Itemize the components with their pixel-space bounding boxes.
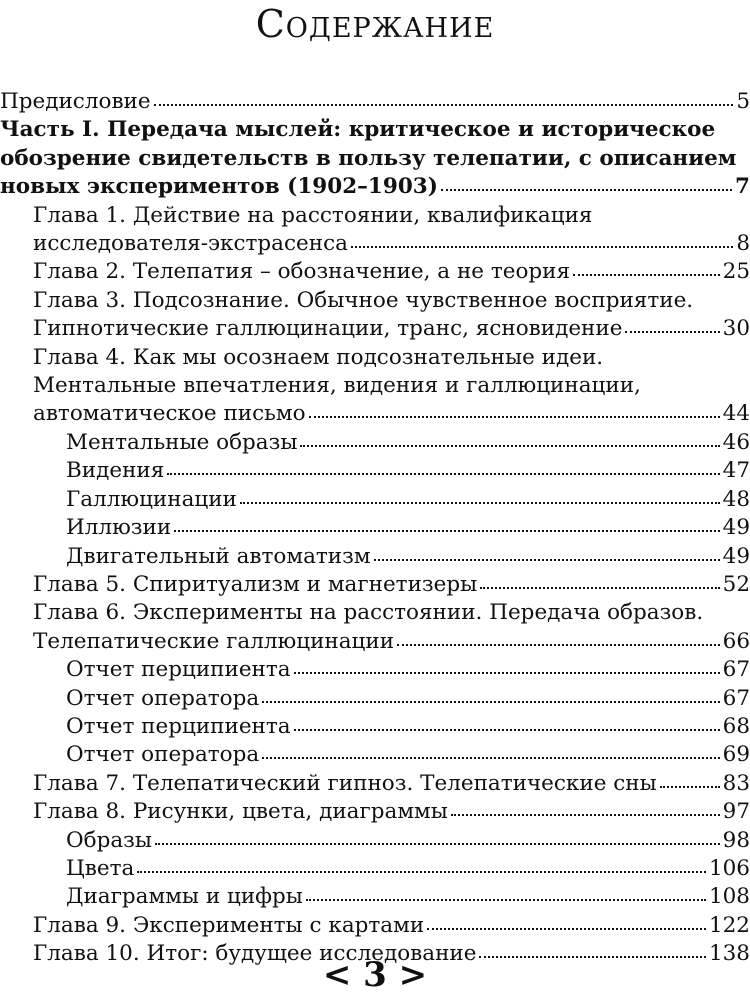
- dot-leader: [573, 274, 720, 276]
- toc-entry-text: новых экспериментов (1902–1903): [0, 174, 438, 200]
- toc-page-number: 69: [722, 742, 750, 768]
- toc-entry-line: Ментальные впечатления, видения и галлюцинации,: [33, 373, 641, 399]
- toc-entry[interactable]: [0, 344, 750, 429]
- toc-entry[interactable]: [0, 429, 750, 457]
- toc-entry[interactable]: [0, 599, 750, 656]
- dot-leader: [374, 559, 720, 561]
- toc-entry[interactable]: [0, 571, 750, 599]
- toc-entry-line: Глава 6. Эксперименты на расстоянии. Передача образов.: [33, 600, 704, 626]
- toc-entry[interactable]: [0, 741, 750, 769]
- toc-entry-last-line: [66, 514, 750, 542]
- page-title: Содержание: [255, 2, 495, 46]
- toc-entry-text: Предисловие: [0, 89, 151, 114]
- toc-entry-text: Иллюзии: [66, 515, 172, 541]
- toc-entry[interactable]: [0, 827, 750, 855]
- toc-entry-last-line: [66, 827, 750, 855]
- dot-leader: [300, 445, 719, 447]
- toc-entry-line: обозрение свидетельств в пользу телепатии, с описанием: [0, 145, 737, 171]
- toc-page-number: 66: [722, 628, 750, 654]
- toc-entry-last-line: [33, 770, 750, 798]
- toc-entry-text: Видения: [66, 458, 165, 484]
- toc-entry-last-line: [66, 685, 750, 713]
- dot-leader: [294, 672, 720, 674]
- toc-entry[interactable]: [0, 855, 750, 883]
- toc-entry-text: Глава 7. Телепатический гипноз. Телепатические сны: [33, 770, 657, 796]
- toc-entry-last-line: [33, 315, 750, 343]
- toc-entry-last-line: [66, 883, 750, 911]
- toc-entry-last-line: [66, 741, 750, 769]
- dot-leader: [167, 473, 719, 475]
- toc-entry[interactable]: [0, 770, 750, 798]
- toc-entry-last-line: [33, 571, 750, 599]
- dot-leader: [441, 189, 732, 191]
- toc-entry[interactable]: [0, 486, 750, 514]
- toc-entry[interactable]: [0, 798, 750, 826]
- toc-entry[interactable]: [0, 258, 750, 286]
- toc-entry[interactable]: [0, 912, 750, 940]
- toc-page-number: 5: [736, 89, 750, 114]
- toc-page-number: 122: [708, 912, 750, 938]
- dot-leader: [397, 644, 720, 646]
- toc-entry[interactable]: [0, 287, 750, 344]
- toc-entry-last-line: [33, 912, 750, 940]
- toc-entry-text: Телепатические галлюцинации: [33, 628, 395, 654]
- toc-entry-last-line: [0, 88, 750, 116]
- toc-entry-text: Глава 5. Спиритуализм и магнетизеры: [33, 571, 478, 597]
- toc-page-number: 52: [722, 571, 750, 597]
- toc-entry[interactable]: [0, 685, 750, 713]
- toc-page-number: 97: [722, 799, 750, 825]
- toc-entry-text: Отчет оператора: [66, 685, 260, 711]
- toc-entry-text: Отчет перципиента: [66, 657, 291, 683]
- toc-page-number: 83: [722, 770, 750, 796]
- toc-entry-text: Глава 8. Рисунки, цвета, диаграммы: [33, 799, 448, 825]
- toc-page-number: 49: [722, 543, 750, 569]
- toc-entry[interactable]: [0, 713, 750, 741]
- toc-entry-last-line: [66, 656, 750, 684]
- toc-entry-text: Глава 2. Телепатия – обозначение, а не теория: [33, 259, 571, 285]
- page-number: < 3 >: [322, 955, 428, 995]
- dot-leader: [451, 814, 720, 816]
- dot-leader: [351, 246, 733, 248]
- dot-leader: [155, 843, 720, 845]
- toc-entry-last-line: [66, 855, 750, 883]
- dot-leader: [309, 416, 720, 418]
- toc-page-number: 108: [708, 884, 750, 910]
- toc-entry-text: Образы: [66, 827, 152, 853]
- toc-entry[interactable]: [0, 116, 750, 201]
- toc-entry-text: исследователя-экстрасенса: [33, 231, 348, 257]
- dot-leader: [262, 757, 719, 759]
- toc-page-number: 46: [722, 429, 750, 455]
- dot-leader: [174, 530, 719, 532]
- toc-entry-last-line: [66, 486, 750, 514]
- toc-entry[interactable]: [0, 883, 750, 911]
- toc-entry-last-line: [66, 713, 750, 741]
- dot-leader: [294, 729, 720, 731]
- toc-entry-last-line: [66, 429, 750, 457]
- toc-entry[interactable]: [0, 543, 750, 571]
- toc-page-number: 44: [722, 401, 750, 427]
- toc-entry-text: Глава 9. Эксперименты с картами: [33, 912, 425, 938]
- toc-entry-text: Галлюцинации: [66, 486, 237, 512]
- toc-entry-last-line: [33, 400, 750, 428]
- toc-entry[interactable]: [0, 514, 750, 542]
- toc-page-number: 30: [722, 316, 750, 342]
- toc-entry-last-line: [33, 258, 750, 286]
- dot-leader: [154, 104, 734, 106]
- dot-leader: [625, 331, 719, 333]
- toc-entry[interactable]: [0, 88, 750, 116]
- toc-entry-last-line: [66, 457, 750, 485]
- toc-page-number: 47: [722, 458, 750, 484]
- toc-entry-line: Глава 3. Подсознание. Обычное чувственное восприятие.: [33, 287, 694, 313]
- toc-page-number: 68: [722, 713, 750, 739]
- toc-entry-text: Ментальные образы: [66, 429, 298, 455]
- toc-entry-line: Глава 4. Как мы осознаем подсознательные идеи.: [33, 344, 604, 370]
- dot-leader: [262, 701, 719, 703]
- toc-page-number: 98: [722, 827, 750, 853]
- toc-page-number: 8: [736, 231, 750, 257]
- toc-entry-text: Диаграммы и цифры: [66, 884, 303, 910]
- toc-entry[interactable]: [0, 457, 750, 485]
- toc-page-number: 49: [722, 515, 750, 541]
- toc-entry-text: Отчет оператора: [66, 742, 260, 768]
- dot-leader: [306, 899, 706, 901]
- toc-entry-text: Двигательный автоматизм: [66, 543, 371, 569]
- toc-entry-line: Глава 1. Действие на расстоянии, квалификация: [33, 202, 593, 228]
- toc-entry-text: Глава 10. Итог: будущее исследование: [33, 941, 477, 967]
- toc-entry-last-line: [0, 173, 750, 201]
- toc-entry[interactable]: [0, 656, 750, 684]
- toc-entry-line: Часть I. Передача мыслей: критическое и историческое: [0, 117, 716, 143]
- toc-page-number: 106: [708, 855, 750, 881]
- toc-page-number: 7: [735, 174, 750, 200]
- dot-leader: [137, 871, 706, 873]
- toc-page-number: 138: [708, 941, 750, 967]
- toc-page-number: 67: [722, 685, 750, 711]
- toc-entry-last-line: [33, 628, 750, 656]
- dot-leader: [240, 502, 720, 504]
- toc-page-number: 48: [722, 486, 750, 512]
- toc-entry-last-line: [66, 543, 750, 571]
- table-of-contents: [0, 88, 750, 969]
- toc-entry-text: Гипнотические галлюцинации, транс, ясновидение: [33, 316, 623, 342]
- toc-entry[interactable]: [0, 202, 750, 259]
- toc-page-number: 67: [722, 657, 750, 683]
- dot-leader: [660, 786, 720, 788]
- dot-leader: [427, 928, 706, 930]
- toc-entry-text: Цвета: [66, 855, 135, 881]
- toc-entry-text: Отчет перципиента: [66, 713, 291, 739]
- toc-entry-last-line: [33, 798, 750, 826]
- toc-entry-text: автоматическое письмо: [33, 401, 306, 427]
- toc-entry-last-line: [33, 230, 750, 258]
- toc-page-number: 25: [722, 259, 750, 285]
- dot-leader: [480, 587, 719, 589]
